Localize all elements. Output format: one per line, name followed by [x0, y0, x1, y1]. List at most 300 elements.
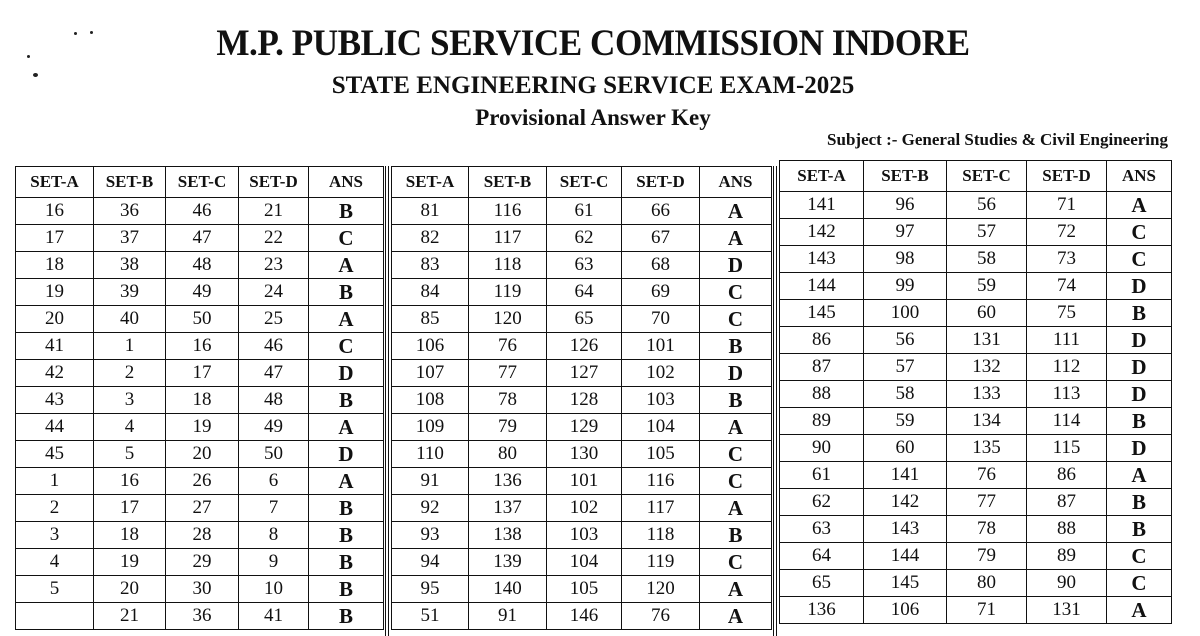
question-number-cell: 68: [622, 252, 700, 279]
question-number-cell: 26: [166, 468, 239, 495]
question-number-cell: 61: [547, 198, 622, 225]
answer-cell: A: [1107, 192, 1172, 219]
question-number-cell: 73: [1027, 246, 1107, 273]
question-number-cell: 64: [547, 279, 622, 306]
question-number-cell: 144: [780, 273, 864, 300]
table-row: [392, 198, 772, 225]
question-number-cell: 67: [622, 225, 700, 252]
table-row: [16, 360, 384, 387]
question-number-cell: 142: [780, 219, 864, 246]
table-row: [780, 597, 1172, 624]
question-number-cell: 80: [469, 441, 547, 468]
question-number-cell: 79: [947, 543, 1027, 570]
question-number-cell: 41: [16, 333, 94, 360]
answer-cell: A: [700, 414, 772, 441]
question-number-cell: 116: [469, 198, 547, 225]
answer-cell: C: [1107, 543, 1172, 570]
answer-cell: D: [1107, 327, 1172, 354]
answer-cell: D: [309, 360, 384, 387]
question-number-cell: 129: [547, 414, 622, 441]
answer-cell: D: [1107, 273, 1172, 300]
question-number-cell: 127: [547, 360, 622, 387]
question-number-cell: 94: [392, 549, 469, 576]
question-number-cell: 4: [94, 414, 166, 441]
table-row: [780, 489, 1172, 516]
question-number-cell: 47: [166, 225, 239, 252]
question-number-cell: 89: [1027, 543, 1107, 570]
table-row: [16, 198, 384, 225]
answer-cell: C: [700, 468, 772, 495]
question-number-cell: 105: [547, 576, 622, 603]
answer-cell: B: [700, 333, 772, 360]
question-number-cell: 18: [166, 387, 239, 414]
table-divider: [773, 166, 777, 636]
answer-cell: A: [309, 414, 384, 441]
question-number-cell: 87: [780, 354, 864, 381]
question-number-cell: 20: [16, 306, 94, 333]
question-number-cell: 75: [1027, 300, 1107, 327]
question-number-cell: 63: [780, 516, 864, 543]
question-number-cell: 58: [947, 246, 1027, 273]
table-row: [16, 279, 384, 306]
answer-cell: B: [1107, 300, 1172, 327]
question-number-cell: 37: [94, 225, 166, 252]
column-header-set-a: SET-A: [780, 161, 864, 192]
answer-cell: A: [700, 225, 772, 252]
question-number-cell: 82: [392, 225, 469, 252]
question-number-cell: 113: [1027, 381, 1107, 408]
header-row: [780, 161, 1172, 192]
answer-cell: A: [1107, 462, 1172, 489]
question-number-cell: 57: [864, 354, 947, 381]
table-row: [16, 441, 384, 468]
question-number-cell: 130: [547, 441, 622, 468]
question-number-cell: 96: [864, 192, 947, 219]
answer-cell: A: [700, 198, 772, 225]
table-row: [392, 225, 772, 252]
answer-cell: B: [700, 522, 772, 549]
answer-cell: B: [1107, 489, 1172, 516]
question-number-cell: 135: [947, 435, 1027, 462]
question-number-cell: 131: [947, 327, 1027, 354]
answer-cell: B: [309, 576, 384, 603]
question-number-cell: 76: [947, 462, 1027, 489]
question-number-cell: 136: [469, 468, 547, 495]
question-number-cell: 8: [239, 522, 309, 549]
table-row: [780, 192, 1172, 219]
question-number-cell: 62: [547, 225, 622, 252]
question-number-cell: 83: [392, 252, 469, 279]
question-number-cell: 111: [1027, 327, 1107, 354]
question-number-cell: 45: [16, 441, 94, 468]
question-number-cell: 38: [94, 252, 166, 279]
column-header-set-c: SET-C: [547, 167, 622, 198]
question-number-cell: 24: [239, 279, 309, 306]
answer-cell: B: [700, 387, 772, 414]
table-row: [780, 273, 1172, 300]
answer-cell: A: [700, 603, 772, 630]
question-number-cell: 72: [1027, 219, 1107, 246]
question-number-cell: 137: [469, 495, 547, 522]
table-row: [392, 495, 772, 522]
question-number-cell: 48: [239, 387, 309, 414]
question-number-cell: 17: [94, 495, 166, 522]
answer-cell: D: [1107, 381, 1172, 408]
question-number-cell: 59: [864, 408, 947, 435]
table-row: [392, 279, 772, 306]
question-number-cell: 69: [622, 279, 700, 306]
question-number-cell: 1: [94, 333, 166, 360]
question-number-cell: 146: [547, 603, 622, 630]
question-number-cell: 85: [392, 306, 469, 333]
table-row: [16, 414, 384, 441]
question-number-cell: 28: [166, 522, 239, 549]
answer-cell: D: [700, 252, 772, 279]
table-row: [780, 570, 1172, 597]
table-row: [16, 495, 384, 522]
table-row: [16, 225, 384, 252]
question-number-cell: 108: [392, 387, 469, 414]
table-row: [392, 522, 772, 549]
question-number-cell: 60: [864, 435, 947, 462]
question-number-cell: 80: [947, 570, 1027, 597]
question-number-cell: 131: [1027, 597, 1107, 624]
table-row: [780, 516, 1172, 543]
question-number-cell: 106: [392, 333, 469, 360]
answer-cell: A: [700, 576, 772, 603]
table-row: [16, 549, 384, 576]
question-number-cell: 103: [547, 522, 622, 549]
question-number-cell: 101: [622, 333, 700, 360]
answer-cell: A: [309, 252, 384, 279]
question-number-cell: 81: [392, 198, 469, 225]
table-row: [392, 441, 772, 468]
table-row: [392, 306, 772, 333]
question-number-cell: 107: [392, 360, 469, 387]
question-number-cell: 77: [947, 489, 1027, 516]
header-row: [392, 167, 772, 198]
question-number-cell: 86: [780, 327, 864, 354]
table-row: [392, 414, 772, 441]
question-number-cell: 120: [469, 306, 547, 333]
question-number-cell: 4: [16, 549, 94, 576]
answer-cell: D: [1107, 354, 1172, 381]
document-type: Provisional Answer Key: [475, 105, 711, 130]
question-number-cell: 49: [166, 279, 239, 306]
exam-title: STATE ENGINEERING SERVICE EXAM-2025: [331, 72, 855, 99]
question-number-cell: 39: [94, 279, 166, 306]
column-header-set-a: SET-A: [16, 167, 94, 198]
answer-cell: B: [1107, 408, 1172, 435]
question-number-cell: 20: [166, 441, 239, 468]
question-number-cell: 77: [469, 360, 547, 387]
question-number-cell: 101: [547, 468, 622, 495]
question-number-cell: 126: [547, 333, 622, 360]
table-row: [16, 252, 384, 279]
question-number-cell: 117: [622, 495, 700, 522]
question-number-cell: 49: [239, 414, 309, 441]
question-number-cell: 56: [947, 192, 1027, 219]
question-number-cell: 16: [166, 333, 239, 360]
column-header-set-d: SET-D: [622, 167, 700, 198]
answer-cell: C: [700, 549, 772, 576]
question-number-cell: 112: [1027, 354, 1107, 381]
question-number-cell: 86: [1027, 462, 1107, 489]
question-number-cell: 27: [166, 495, 239, 522]
question-number-cell: 21: [239, 198, 309, 225]
question-number-cell: 132: [947, 354, 1027, 381]
question-number-cell: 114: [1027, 408, 1107, 435]
subject-line: Subject :- General Studies & Civil Engineering: [827, 130, 1168, 149]
question-number-cell: 120: [622, 576, 700, 603]
answer-cell: C: [1107, 219, 1172, 246]
question-number-cell: 100: [864, 300, 947, 327]
answer-cell: D: [1107, 435, 1172, 462]
question-number-cell: [16, 603, 94, 630]
table-row: [780, 219, 1172, 246]
question-number-cell: 116: [622, 468, 700, 495]
question-number-cell: 50: [166, 306, 239, 333]
question-number-cell: 70: [622, 306, 700, 333]
question-number-cell: 29: [166, 549, 239, 576]
question-number-cell: 20: [94, 576, 166, 603]
table-row: [16, 468, 384, 495]
question-number-cell: 17: [16, 225, 94, 252]
question-number-cell: 50: [239, 441, 309, 468]
question-number-cell: 30: [166, 576, 239, 603]
question-number-cell: 16: [16, 198, 94, 225]
question-number-cell: 71: [947, 597, 1027, 624]
table-row: [392, 387, 772, 414]
question-number-cell: 46: [166, 198, 239, 225]
question-number-cell: 48: [166, 252, 239, 279]
question-number-cell: 89: [780, 408, 864, 435]
question-number-cell: 103: [622, 387, 700, 414]
question-number-cell: 90: [1027, 570, 1107, 597]
question-number-cell: 5: [16, 576, 94, 603]
answer-cell: B: [309, 198, 384, 225]
table-row: [780, 435, 1172, 462]
question-number-cell: 144: [864, 543, 947, 570]
question-number-cell: 88: [1027, 516, 1107, 543]
question-number-cell: 18: [94, 522, 166, 549]
question-number-cell: 106: [864, 597, 947, 624]
table-row: [392, 468, 772, 495]
question-number-cell: 42: [16, 360, 94, 387]
question-number-cell: 63: [547, 252, 622, 279]
question-number-cell: 92: [392, 495, 469, 522]
answer-cell: B: [309, 495, 384, 522]
column-header-ans: ANS: [1107, 161, 1172, 192]
question-number-cell: 25: [239, 306, 309, 333]
question-number-cell: 19: [166, 414, 239, 441]
question-number-cell: 5: [94, 441, 166, 468]
question-number-cell: 3: [16, 522, 94, 549]
answer-cell: B: [309, 522, 384, 549]
answer-cell: A: [309, 306, 384, 333]
table-row: [780, 543, 1172, 570]
question-number-cell: 145: [864, 570, 947, 597]
question-number-cell: 136: [780, 597, 864, 624]
answer-cell: A: [700, 495, 772, 522]
answer-cell: C: [309, 225, 384, 252]
question-number-cell: 115: [1027, 435, 1107, 462]
question-number-cell: 98: [864, 246, 947, 273]
question-number-cell: 9: [239, 549, 309, 576]
question-number-cell: 2: [94, 360, 166, 387]
question-number-cell: 17: [166, 360, 239, 387]
question-number-cell: 84: [392, 279, 469, 306]
question-number-cell: 87: [1027, 489, 1107, 516]
question-number-cell: 71: [1027, 192, 1107, 219]
page-title: M.P. PUBLIC SERVICE COMMISSION INDORE: [216, 23, 970, 64]
table-row: [16, 522, 384, 549]
column-header-set-d: SET-D: [1027, 161, 1107, 192]
question-number-cell: 142: [864, 489, 947, 516]
question-number-cell: 117: [469, 225, 547, 252]
question-number-cell: 19: [94, 549, 166, 576]
column-header-ans: ANS: [700, 167, 772, 198]
question-number-cell: 118: [622, 522, 700, 549]
column-header-set-b: SET-B: [94, 167, 166, 198]
table-row: [16, 576, 384, 603]
header-row: [16, 167, 384, 198]
question-number-cell: 61: [780, 462, 864, 489]
question-number-cell: 90: [780, 435, 864, 462]
question-number-cell: 91: [469, 603, 547, 630]
question-number-cell: 109: [392, 414, 469, 441]
table-row: [392, 549, 772, 576]
question-number-cell: 119: [622, 549, 700, 576]
question-number-cell: 138: [469, 522, 547, 549]
column-header-set-b: SET-B: [469, 167, 547, 198]
question-number-cell: 143: [780, 246, 864, 273]
answer-key-table-2: [391, 166, 772, 630]
question-number-cell: 10: [239, 576, 309, 603]
question-number-cell: 139: [469, 549, 547, 576]
question-number-cell: 46: [239, 333, 309, 360]
table-row: [392, 603, 772, 630]
table-row: [780, 327, 1172, 354]
question-number-cell: 91: [392, 468, 469, 495]
table-row: [16, 333, 384, 360]
question-number-cell: 141: [864, 462, 947, 489]
table-row: [16, 603, 384, 630]
question-number-cell: 62: [780, 489, 864, 516]
table-row: [392, 360, 772, 387]
answer-cell: B: [309, 603, 384, 630]
question-number-cell: 110: [392, 441, 469, 468]
question-number-cell: 2: [16, 495, 94, 522]
answer-cell: D: [700, 360, 772, 387]
question-number-cell: 22: [239, 225, 309, 252]
question-number-cell: 59: [947, 273, 1027, 300]
question-number-cell: 93: [392, 522, 469, 549]
answer-cell: C: [309, 333, 384, 360]
question-number-cell: 97: [864, 219, 947, 246]
table-divider: [385, 166, 389, 636]
column-header-ans: ANS: [309, 167, 384, 198]
answer-cell: A: [1107, 597, 1172, 624]
question-number-cell: 58: [864, 381, 947, 408]
answer-key-table-3: [779, 160, 1172, 624]
answer-cell: C: [700, 306, 772, 333]
question-number-cell: 47: [239, 360, 309, 387]
question-number-cell: 60: [947, 300, 1027, 327]
answer-cell: C: [700, 441, 772, 468]
answer-cell: B: [309, 279, 384, 306]
table-row: [780, 246, 1172, 273]
question-number-cell: 36: [166, 603, 239, 630]
answer-cell: C: [700, 279, 772, 306]
column-header-set-b: SET-B: [864, 161, 947, 192]
answer-cell: C: [1107, 246, 1172, 273]
question-number-cell: 118: [469, 252, 547, 279]
answer-cell: B: [309, 387, 384, 414]
table-row: [392, 252, 772, 279]
answer-cell: B: [309, 549, 384, 576]
question-number-cell: 66: [622, 198, 700, 225]
table-row: [16, 387, 384, 414]
question-number-cell: 65: [547, 306, 622, 333]
question-number-cell: 99: [864, 273, 947, 300]
question-number-cell: 141: [780, 192, 864, 219]
table-row: [780, 381, 1172, 408]
answer-cell: C: [1107, 570, 1172, 597]
answer-cell: A: [309, 468, 384, 495]
question-number-cell: 56: [864, 327, 947, 354]
question-number-cell: 95: [392, 576, 469, 603]
question-number-cell: 79: [469, 414, 547, 441]
table-row: [780, 354, 1172, 381]
question-number-cell: 105: [622, 441, 700, 468]
column-header-set-c: SET-C: [947, 161, 1027, 192]
question-number-cell: 133: [947, 381, 1027, 408]
question-number-cell: 102: [622, 360, 700, 387]
answer-key-table-1: [15, 166, 384, 630]
question-number-cell: 41: [239, 603, 309, 630]
question-number-cell: 128: [547, 387, 622, 414]
question-number-cell: 104: [622, 414, 700, 441]
question-number-cell: 65: [780, 570, 864, 597]
question-number-cell: 78: [469, 387, 547, 414]
question-number-cell: 57: [947, 219, 1027, 246]
question-number-cell: 40: [94, 306, 166, 333]
question-number-cell: 19: [16, 279, 94, 306]
question-number-cell: 1: [16, 468, 94, 495]
answer-cell: B: [1107, 516, 1172, 543]
column-header-set-c: SET-C: [166, 167, 239, 198]
question-number-cell: 51: [392, 603, 469, 630]
question-number-cell: 64: [780, 543, 864, 570]
question-number-cell: 6: [239, 468, 309, 495]
question-number-cell: 140: [469, 576, 547, 603]
question-number-cell: 143: [864, 516, 947, 543]
question-number-cell: 23: [239, 252, 309, 279]
question-number-cell: 21: [94, 603, 166, 630]
question-number-cell: 102: [547, 495, 622, 522]
column-header-set-d: SET-D: [239, 167, 309, 198]
table-row: [16, 306, 384, 333]
question-number-cell: 78: [947, 516, 1027, 543]
answer-cell: D: [309, 441, 384, 468]
question-number-cell: 76: [469, 333, 547, 360]
table-row: [392, 333, 772, 360]
question-number-cell: 36: [94, 198, 166, 225]
question-number-cell: 43: [16, 387, 94, 414]
question-number-cell: 104: [547, 549, 622, 576]
question-number-cell: 134: [947, 408, 1027, 435]
